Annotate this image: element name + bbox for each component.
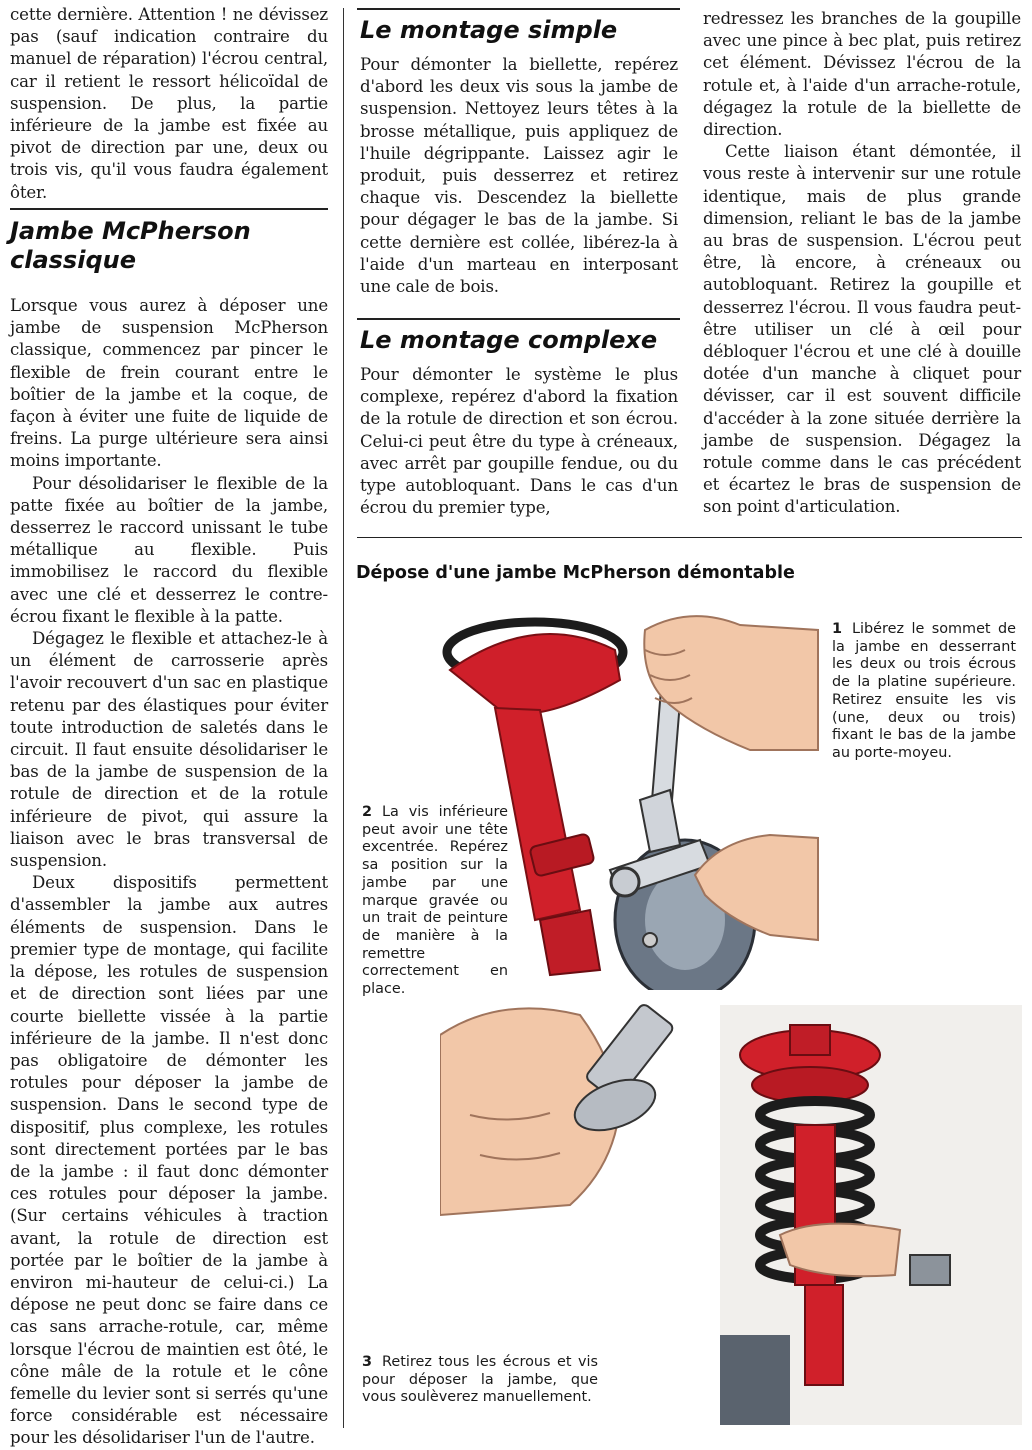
caption-number: 1 [832, 621, 843, 637]
paragraph: Lorsque vous aurez à déposer une jambe de suspension McPherson classique, commencez par pincer le flexible de frein courant entre le boîtier de la jambe et la coque, de façon à éviter une fuite de liquide de freins. La purge ultérieure sera ainsi moins importante. [10, 296, 328, 471]
caption-number: 3 [362, 1354, 373, 1370]
column-1-body [10, 295, 328, 1450]
intro-paragraph: cette dernière. Attention ! ne dévissez pas (sauf indication contraire du manuel de réparation) l'écrou central, car il retient le ressort hélicoïdal de suspension. De plus, la partie inférieure de la jambe est fixée au pivot de direction par une, deux ou trois vis, qu'il vous faudra également ôter. [10, 5, 328, 202]
caption-2 [362, 804, 508, 999]
heading-montage-complexe: Le montage complexe [360, 326, 658, 354]
montage-simple-text: Pour démonter la biellette, repérez d'abord les deux vis sous la jambe de suspension. Nettoyez leurs têtes à la brosse métallique, puis appliquez de l'huile dégrippante. Laissez agir le produit, puis desserrez et retirez chaque vis. Descendez la biellette pour dégager le bas de la jambe. Si cette dernière est collée, libérez-la à l'aide d'un marteau en interposant une cale de bois. [360, 55, 678, 297]
caption-1 [832, 621, 1016, 763]
caption-number: 2 [362, 804, 373, 820]
column-divider [343, 8, 344, 1428]
paragraph: redressez les branches de la goupille avec une pince à bec plat, puis retirez cet élément. Dévissez l'écrou de la rotule et, à l'aide d'un arrache-rotule, dégagez la rotule de la biellette de direction. [703, 9, 1021, 140]
figure-rule [357, 537, 1022, 538]
caption-text: Libérez le sommet de la jambe en desserrant les deux ou trois écrous de la platine supérieure. Retirez ensuite les vis (une, deux ou trois) fixant le bas de la jambe au porte-moyeu. [832, 621, 1016, 761]
paragraph: Pour désolidariser le flexible de la patte fixée au boîtier de la jambe, desserrez le raccord unissant le tube métallique au flexible. Puis immobilisez le raccord du flexible avec une clé et desserrez le contre-écrou fixant le flexible à la patte. [10, 473, 328, 626]
caption-3 [362, 1354, 598, 1407]
montage-complexe-text: Pour démonter le système le plus complexe, repérez d'abord la fixation de la rotule de direction et son écrou. Celui-ci peut être du type à créneaux, avec arrêt par goupille fendue, ou du type autobloquant. Dans le cas d'un écrou du premier type, [360, 365, 678, 518]
caption-text: Retirez tous les écrous et vis pour déposer la jambe, que vous soulèverez manuellement. [362, 1354, 598, 1406]
column-1 [10, 4, 328, 204]
paragraph: Dégagez le flexible et attachez-le à un élément de carrosserie après l'avoir recouvert d'un sac en plastique retenu par des élastiques pour éviter toute introduction de saletés dans le circuit. Il faut ensuite désolidariser le bas de la jambe de suspension de la rotule de direction et de la rotule inférieure de pivot, qui assure la liaison avec le bras transversal de suspension. [10, 629, 328, 871]
section-rule [357, 8, 680, 10]
paragraph: Cette liaison étant démontée, il vous reste à intervenir sur une rotule identique, mais de plus grande dimension, reliant le bas de la jambe au bras de suspension. L'écrou peut être, là encore, à créneaux ou autobloquant. Retirez la goupille et desserrez l'écrou. Il vous faudra peut-être utiliser un clé à œil pour débloquer l'écrou et une clé à douille dotée d'un manche à cliquet pour dévisser, car il est souvent difficile d'accéder à la zone située derrière la jambe de suspension. Dégagez la rotule comme dans le cas précédent et écartez le bras de suspension de son point d'articulation. [703, 142, 1021, 517]
heading-montage-simple: Le montage simple [360, 16, 618, 44]
figure-title: Dépose d'une jambe McPherson démontable [356, 563, 795, 583]
heading-jambe-mcpherson: Jambe McPherson classique [10, 217, 251, 274]
strut-spring-illustration [720, 1005, 1022, 1425]
caption-text: La vis inférieure peut avoir une tête excentrée. Repérez sa position sur la jambe par une marque gravée ou un trait de peinture de manière à la remettre correctement en place. [362, 804, 508, 998]
column-3-body [703, 8, 1021, 519]
bolt-hand-illustration [440, 995, 700, 1225]
section-rule [357, 318, 680, 320]
paragraph: Deux dispositifs permettent d'assembler la jambe aux autres éléments de suspension. Dans le premier type de montage, qui facilite la dépose, les rotules de suspension et de direction sont liées par une courte biellette vissée à la partie inférieure de la jambe. Il n'est donc pas obligatoire de démonter les rotules pour déposer la jambe de suspension. Dans le second type de dispositif, plus complexe, les rotules sont directement portées par le bas de la jambe : il faut donc démonter ces rotules pour déposer la jambe. (Sur certains véhicules à traction avant, la rotule de direction est portée par le boîtier de la jambe à environ mi-hauteur de celui-ci.) La dépose ne peut donc se faire dans ce cas sans arrache-rotule, car, même lorsque l'écrou de maintien est ôté, le cône mâle de la rotule et le cône femelle du levier sont si serrés qu'une force considérable est nécessaire pour les désolidariser l'un de l'autre. [10, 873, 328, 1448]
section-rule [10, 208, 328, 210]
